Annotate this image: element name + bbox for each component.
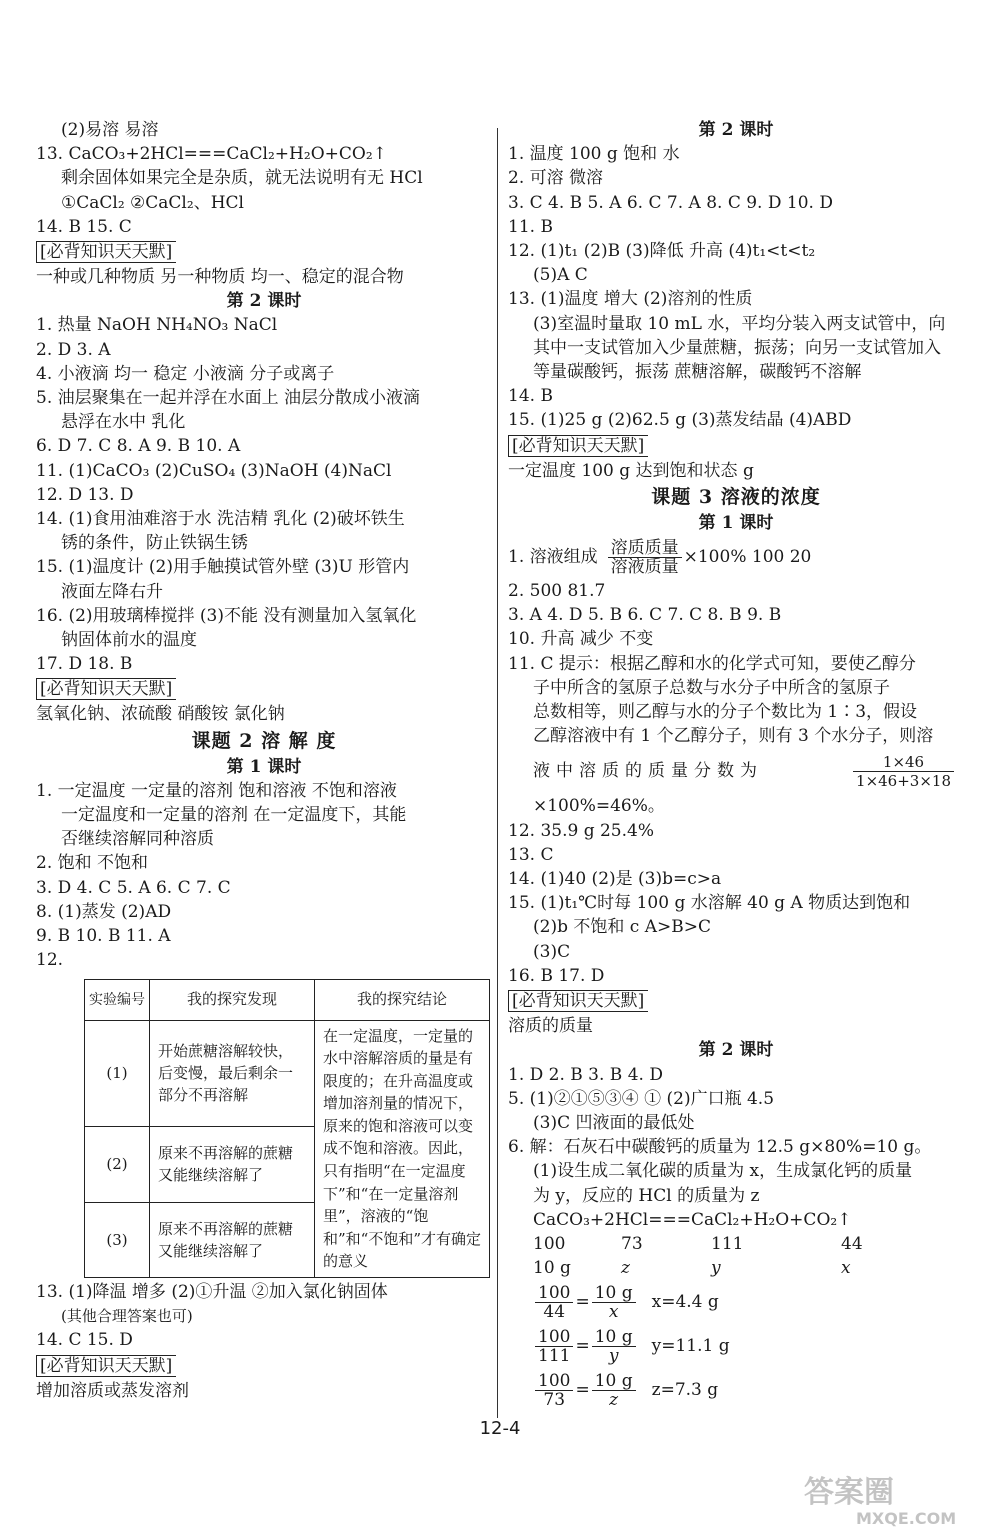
watermark-url: MXQE.COM — [856, 1509, 957, 1528]
table-header-row — [85, 979, 490, 1020]
fraction-numerator: 100 — [535, 1372, 573, 1391]
variable-value: x — [841, 1258, 851, 1279]
fraction-numerator: 10 g — [592, 1372, 636, 1391]
mass-value: 111 — [711, 1233, 744, 1254]
proportion-line — [508, 1324, 964, 1368]
mass-value: 100 — [533, 1233, 566, 1254]
answer-line: 14. B — [508, 386, 553, 407]
answer-line: CaCO₃+2HCl===CaCl₂+H₂O+CO₂↑ — [533, 1209, 852, 1230]
answer-line: 等量碳酸钙，振荡 蔗糖溶解，碳酸钙不溶解 — [533, 362, 862, 383]
answer-line: 锈的条件，防止铁锅生锈 — [61, 533, 248, 554]
table-row — [85, 1020, 490, 1127]
fraction — [592, 1328, 636, 1365]
section-heading: 第 2 课时 — [226, 291, 302, 312]
answer-line: 15. (1)温度计 (2)用手触摸试管外壁 (3)U 形管内 — [36, 557, 410, 578]
answer-line: 3. D 4. C 5. A 6. C 7. C — [36, 877, 231, 898]
fraction-denominator: 111 — [538, 1345, 571, 1366]
left-column — [36, 118, 492, 1403]
answer-line: 钠固体前水的温度 — [61, 630, 197, 651]
answer-line: (5)A C — [533, 265, 588, 286]
fraction-denominator: z — [609, 1389, 619, 1410]
answer-line: 12. D 13. D — [36, 484, 134, 505]
answer-line: 其中一支试管加入少量蔗糖，振荡；向另一支试管加入 — [533, 337, 941, 358]
formula-line — [508, 748, 964, 794]
answer-line: 5. 油层聚集在一起并浮在水面上 油层分散成小液滴 — [36, 388, 421, 409]
answer-line: 剩余固体如果完全是杂质，就无法说明有无 HCl — [61, 168, 423, 189]
fraction-denominator: 73 — [543, 1389, 566, 1410]
watermark-text: 答案圈 — [804, 1475, 894, 1510]
answer-line: 11. C 提示：根据乙醇和水的化学式可知，要使乙醇分 — [508, 653, 916, 674]
memorize-text: 增加溶质或蒸发溶剂 — [36, 1380, 189, 1401]
answer-line: (2)b 不饱和 c A>B>C — [533, 917, 711, 938]
table-header-no: 实验编号 — [85, 979, 150, 1020]
answer-line: 乙醇溶液中有 1 个乙醇分子，则有 3 个水分子，则溶 — [533, 726, 934, 747]
answer-line: 总数相等，则乙醇与水的分子个数比为 1∶3，假设 — [533, 702, 918, 723]
answer-line: 否继续溶解同种溶质 — [61, 829, 214, 850]
memorize-box-label: [必背知识天天默] — [36, 241, 176, 263]
answer-line: 悬浮在水中 乳化 — [61, 412, 186, 433]
topic-heading: 课题 2 溶 解 度 — [191, 729, 337, 752]
answer-line: 子中所含的氢原子总数与水分子中所含的氢原子 — [533, 677, 890, 698]
answer-line: 13. (1)降温 增多 (2)①升温 ②加入氯化钠固体 — [36, 1282, 388, 1303]
memorize-box-label: [必背知识天天默] — [36, 1355, 176, 1377]
equation-variables — [508, 1256, 964, 1280]
watermark-logo — [796, 1468, 996, 1528]
answer-line: 13. (1)温度 增大 (2)溶剂的性质 — [508, 289, 753, 310]
answer-line: 10. 升高 减少 不变 — [508, 629, 654, 650]
column-divider — [497, 128, 498, 1418]
answer-line: 3. C 4. B 5. A 6. C 7. A 8. C 9. D 10. D — [508, 192, 833, 213]
memorize-text: 一定温度 100 g 达到饱和状态 g — [508, 460, 754, 481]
equation-masses — [508, 1232, 964, 1256]
table-cell-finding: 原来不再溶解的蔗糖又能继续溶解了 — [150, 1202, 315, 1277]
equals-sign: = — [575, 1292, 590, 1313]
fraction — [592, 1372, 636, 1409]
section-heading: 第 1 课时 — [698, 512, 774, 533]
answer-line: 14. B 15. C — [36, 216, 132, 237]
fraction-denominator: x — [608, 1301, 619, 1322]
answer-line: 液面左降右升 — [61, 581, 163, 602]
variable-value: z — [621, 1258, 630, 1279]
answer-line: 14. (1)食用油难溶于水 洗洁精 乳化 (2)破坏铁生 — [36, 509, 405, 530]
answer-line: 14. (1)40 (2)是 (3)b=c>a — [508, 869, 722, 890]
answer-line: 12. 35.9 g 25.4% — [508, 820, 654, 841]
fraction-denominator: 溶液质量 — [610, 556, 679, 577]
answer-line: 11. B — [508, 216, 553, 237]
formula-prefix: 1. 溶液组成 — [508, 546, 598, 567]
answer-line: 为 y，反应的 HCl 的质量为 z — [533, 1185, 760, 1206]
answer-line: ×100%=46%。 — [533, 796, 665, 817]
answer-line: (2)易溶 易溶 — [61, 120, 159, 140]
answer-line: 6. 解：石灰石中碳酸钙的质量为 12.5 g×80%=10 g。 — [508, 1137, 932, 1158]
memorize-box-label: [必背知识天天默] — [508, 990, 648, 1012]
answer-line: 12. (1)t₁ (2)B (3)降低 升高 (4)t₁<t<t₂ — [508, 241, 816, 262]
answer-line: 4. 小液滴 均一 稳定 小液滴 分子或离子 — [36, 363, 335, 384]
page-number: 12-4 — [479, 1418, 521, 1439]
table-cell-no: (3) — [85, 1202, 150, 1277]
fraction — [592, 1284, 636, 1321]
answer-line: 14. C 15. D — [36, 1330, 133, 1351]
answer-line: 15. (1)25 g (2)62.5 g (3)蒸发结晶 (4)ABD — [508, 410, 852, 431]
answer-line: 9. B 10. B 11. A — [36, 926, 171, 947]
table-header-finding: 我的探究发现 — [150, 979, 315, 1020]
fraction — [853, 753, 954, 790]
answer-line: ①CaCl₂ ②CaCl₂、HCl — [61, 192, 244, 213]
table-cell-finding: 原来不再溶解的蔗糖又能继续溶解了 — [150, 1127, 315, 1202]
answer-line: 2. 饱和 不饱和 — [36, 853, 149, 874]
fraction-denominator: 44 — [543, 1301, 566, 1322]
answer-line: 5. (1)②①⑤③④ ① (2)广口瓶 4.5 — [508, 1088, 775, 1109]
topic-heading: 课题 3 溶液的浓度 — [651, 485, 821, 508]
memorize-text: 氢氧化钠、浓硫酸 硝酸铵 氯化钠 — [36, 704, 285, 725]
mass-value: 44 — [841, 1233, 863, 1254]
fraction — [535, 1372, 573, 1409]
equals-sign: = — [575, 1380, 590, 1401]
equals-sign: = — [575, 1336, 590, 1357]
answer-line: 12. — [36, 950, 64, 971]
variable-value: y — [711, 1258, 721, 1279]
variable-value: 10 g — [533, 1258, 571, 1279]
answer-line: 1. 温度 100 g 饱和 水 — [508, 144, 680, 165]
answer-line: 11. (1)CaCO₃ (2)CuSO₄ (3)NaOH (4)NaCl — [36, 460, 392, 481]
answer-line: 2. D 3. A — [36, 339, 111, 360]
formula-line — [508, 535, 964, 579]
section-heading: 第 2 课时 — [698, 1040, 774, 1061]
proportion-line — [508, 1280, 964, 1324]
answer-line: 2. 500 81.7 — [508, 581, 606, 602]
table-cell-conclusion: 在一定温度，一定量的水中溶解溶质的量是有限度的；在升高温度或增加溶剂量的情况下，原来的饱和溶液可以变成不饱和溶液。因此，只有指明“在一定温度下”和“在一定量溶剂里”，溶液的“饱和”和“不饱和”才有确定的意义 — [315, 1020, 490, 1278]
answer-line: (1)设生成二氧化碳的质量为 x，生成氯化钙的质量 — [533, 1161, 913, 1182]
table-cell-no: (2) — [85, 1127, 150, 1202]
answer-line: 6. D 7. C 8. A 9. B 10. A — [36, 436, 241, 457]
formula-suffix: ×100% 100 20 — [683, 546, 812, 567]
fraction-numerator: 1×46 — [853, 753, 954, 772]
answer-line: 3. A 4. D 5. B 6. C 7. C 8. B 9. B — [508, 605, 782, 626]
memorize-text: 溶质的质量 — [508, 1016, 593, 1037]
answer-line: 16. B 17. D — [508, 965, 605, 986]
proportion-result: x=4.4 g — [651, 1292, 719, 1313]
answer-line: 13. CaCO₃+2HCl===CaCl₂+H₂O+CO₂↑ — [36, 144, 387, 165]
answer-line: 16. (2)用玻璃棒搅拌 (3)不能 没有测量加入氢氧化 — [36, 605, 417, 626]
memorize-box-label: [必背知识天天默] — [36, 678, 176, 700]
fraction-numerator: 10 g — [592, 1328, 636, 1347]
answer-line: 1. D 2. B 3. B 4. D — [508, 1064, 663, 1085]
fraction — [535, 1328, 573, 1365]
proportion-result: z=7.3 g — [651, 1380, 719, 1401]
right-column — [508, 118, 964, 1412]
formula-prefix: 液中溶质的质量分数为 — [533, 761, 763, 782]
fraction-numerator: 10 g — [592, 1284, 636, 1303]
fraction-denominator: 1×46+3×18 — [856, 771, 951, 790]
answer-line: (3)C — [533, 941, 571, 962]
experiment-table — [84, 979, 490, 1279]
table-header-conclusion: 我的探究结论 — [315, 979, 490, 1020]
fraction — [608, 539, 682, 576]
answer-line: (3)C 凹液面的最低处 — [533, 1112, 695, 1133]
answer-line: 15. (1)t₁℃时每 100 g 水溶解 40 g A 物质达到饱和 — [508, 893, 911, 914]
answer-line: 2. 可溶 微溶 — [508, 168, 604, 189]
section-heading: 第 2 课时 — [698, 120, 774, 140]
table-cell-no: (1) — [85, 1020, 150, 1127]
memorize-text: 一种或几种物质 另一种物质 均一、稳定的混合物 — [36, 267, 404, 288]
fraction-numerator: 100 — [535, 1328, 573, 1347]
section-heading: 第 1 课时 — [226, 756, 302, 777]
answer-line: 一定温度和一定量的溶剂 在一定温度下，其能 — [61, 805, 407, 826]
fraction-numerator: 100 — [535, 1284, 573, 1303]
proportion-line — [508, 1368, 964, 1412]
answer-line: 13. C — [508, 844, 554, 865]
fraction-denominator: y — [608, 1345, 619, 1366]
fraction — [535, 1284, 573, 1321]
answer-line: (其他合理答案也可) — [61, 1307, 193, 1326]
mass-value: 73 — [621, 1233, 643, 1254]
fraction-numerator: 溶质质量 — [608, 539, 682, 558]
memorize-box-label: [必背知识天天默] — [508, 435, 648, 457]
table-cell-finding: 开始蔗糖溶解较快，后变慢，最后剩余一部分不再溶解 — [150, 1020, 315, 1127]
answer-line: 8. (1)蒸发 (2)AD — [36, 901, 172, 922]
proportion-result: y=11.1 g — [651, 1336, 730, 1357]
answer-line: 17. D 18. B — [36, 654, 133, 675]
answer-line: 1. 热量 NaOH NH₄NO₃ NaCl — [36, 315, 278, 336]
answer-line: 1. 一定温度 一定量的溶剂 饱和溶液 不饱和溶液 — [36, 780, 397, 801]
answer-line: (3)室温时量取 10 mL 水，平均分装入两支试管中，向 — [533, 313, 946, 334]
